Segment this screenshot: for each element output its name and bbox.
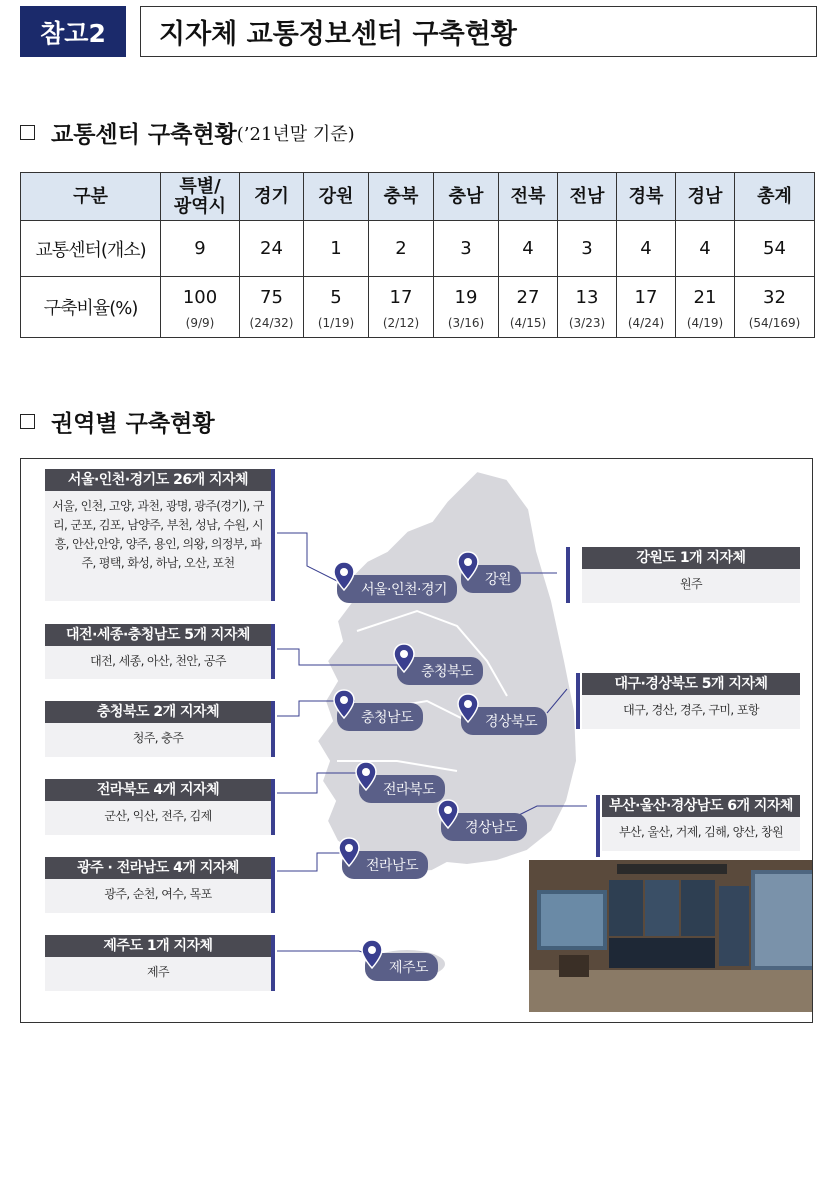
table-cell <box>240 277 304 338</box>
table-cell <box>434 277 499 338</box>
table-cell: 4 <box>499 221 558 277</box>
panel-title: 광주 · 전라남도 4개 지자체 <box>45 857 271 879</box>
pin-jeju <box>365 953 438 981</box>
panel-chungbuk <box>45 701 271 757</box>
table-cell: 9 <box>161 221 240 277</box>
table-cell <box>499 277 558 338</box>
table-cell: 3 <box>558 221 617 277</box>
panel-body: 대전, 세종, 아산, 천안, 공주 <box>90 654 226 668</box>
column-header: 구분 <box>21 173 161 221</box>
location-pin-icon <box>437 799 459 829</box>
ratio-fraction: (3/16) <box>447 315 485 330</box>
table-cell <box>617 277 676 338</box>
pin-gangwon <box>461 565 521 593</box>
column-header: 전북 <box>499 173 558 221</box>
panel-title: 충청북도 2개 지자체 <box>45 701 271 723</box>
column-header: 특별/ 광역시 <box>161 173 240 221</box>
pin-label: 경상북도 <box>461 707 547 735</box>
panel-daegu <box>582 673 800 729</box>
table-row-ratio <box>21 277 815 338</box>
ratio-fraction: (3/23) <box>568 315 606 330</box>
table-cell <box>735 277 815 338</box>
ratio-fraction: (1/19) <box>317 315 355 330</box>
checkbox-square-icon <box>20 125 35 140</box>
section-heading-centers <box>20 116 355 149</box>
pin-gyeongbuk <box>461 707 547 735</box>
location-pin-icon <box>333 561 355 591</box>
ratio-fraction: (54/169) <box>748 315 801 330</box>
pin-label: 충청북도 <box>397 657 483 685</box>
table-cell <box>369 277 434 338</box>
ratio-value: 100 <box>182 286 218 308</box>
column-header: 강원 <box>304 173 369 221</box>
panel-title: 강원도 1개 지자체 <box>582 547 800 569</box>
ratio-fraction: (24/32) <box>249 315 294 330</box>
row-label: 교통센터(개소) <box>21 221 161 277</box>
column-header: 총계 <box>735 173 815 221</box>
pin-label: 경상남도 <box>441 813 527 841</box>
page-title: 지자체 교통정보센터 구축현황 <box>140 6 817 57</box>
pin-seoul <box>337 575 457 603</box>
column-header: 충남 <box>434 173 499 221</box>
ratio-fraction: (4/24) <box>627 315 665 330</box>
ratio-value: 5 <box>330 286 342 308</box>
panel-body: 군산, 익산, 전주, 김제 <box>104 809 212 823</box>
ratio-fraction: (9/9) <box>185 315 215 330</box>
traffic-center-photo <box>529 860 813 1012</box>
pin-chungbuk <box>397 657 483 685</box>
ratio-fraction: (2/12) <box>382 315 420 330</box>
panel-body: 서울, 인천, 고양, 과천, 광명, 광주(경기), 구리, 군포, 김포, 남양주, 부천, 성남, 수원, 시흥, 안산,안양, 양주, 용인, 의왕, 의정부, 파주, 평택, 화성, 하남, 오산, 포천 <box>52 499 264 570</box>
section-heading-regions <box>20 405 215 438</box>
pin-label: 서울·인천·경기 <box>337 575 457 603</box>
column-header: 경기 <box>240 173 304 221</box>
checkbox-square-icon <box>20 414 35 429</box>
location-pin-icon <box>338 837 360 867</box>
panel-body: 광주, 순천, 여수, 목포 <box>104 887 212 901</box>
panel-body: 원주 <box>680 577 702 591</box>
panel-title: 제주도 1개 지자체 <box>45 935 271 957</box>
panel-title: 대구·경상북도 5개 지자체 <box>582 673 800 695</box>
section-subtitle: (’21년말 기준) <box>236 123 355 145</box>
column-header: 경남 <box>676 173 735 221</box>
ratio-fraction: (4/19) <box>686 315 724 330</box>
table-cell <box>676 277 735 338</box>
panel-title: 대전·세종·충청남도 5개 지자체 <box>45 624 271 646</box>
panel-title: 전라북도 4개 지자체 <box>45 779 271 801</box>
ratio-value: 75 <box>260 286 283 308</box>
ratio-value: 27 <box>516 286 540 308</box>
control-room-image <box>529 860 813 1012</box>
location-pin-icon <box>393 643 415 673</box>
ratio-value: 32 <box>763 286 786 308</box>
table-row-centers <box>21 221 815 277</box>
pin-label: 제주도 <box>365 953 438 981</box>
panel-body: 청주, 충주 <box>132 731 184 745</box>
section-title: 교통센터 구축현황 <box>51 122 237 148</box>
table-cell: 54 <box>735 221 815 277</box>
ratio-value: 13 <box>575 286 599 308</box>
ratio-value: 19 <box>454 286 478 308</box>
table-cell: 4 <box>617 221 676 277</box>
table-cell <box>304 277 369 338</box>
table-cell <box>558 277 617 338</box>
panel-busan <box>602 795 800 851</box>
ratio-value: 17 <box>634 286 658 308</box>
pin-jeonnam <box>342 851 428 879</box>
location-pin-icon <box>361 939 383 969</box>
center-status-table <box>20 172 815 338</box>
ratio-value: 17 <box>389 286 413 308</box>
panel-seoul <box>45 469 271 601</box>
panel-title: 서울·인천·경기도 26개 지자체 <box>45 469 271 491</box>
table-cell: 4 <box>676 221 735 277</box>
table-cell: 1 <box>304 221 369 277</box>
location-pin-icon <box>355 761 377 791</box>
table-cell <box>161 277 240 338</box>
panel-jeju <box>45 935 271 991</box>
panel-body: 대구, 경산, 경주, 구미, 포항 <box>623 703 759 717</box>
row-label: 구축비율(%) <box>21 277 161 338</box>
pin-label: 전라남도 <box>342 851 428 879</box>
reference-tag: 참고2 <box>20 6 126 57</box>
section-title: 권역별 구축현황 <box>51 411 215 437</box>
panel-daejeon <box>45 624 271 679</box>
panel-jeonnam <box>45 857 271 913</box>
pin-label: 강원 <box>461 565 521 593</box>
ratio-fraction: (4/15) <box>509 315 547 330</box>
location-pin-icon <box>457 693 479 723</box>
column-header: 경북 <box>617 173 676 221</box>
table-cell: 2 <box>369 221 434 277</box>
table-cell: 24 <box>240 221 304 277</box>
table-header-row <box>21 173 815 221</box>
column-header: 전남 <box>558 173 617 221</box>
table-cell: 3 <box>434 221 499 277</box>
regional-map-figure <box>20 458 813 1023</box>
location-pin-icon <box>457 551 479 581</box>
pin-chungnam <box>337 703 423 731</box>
panel-gangwon <box>582 547 800 603</box>
pin-label: 전라북도 <box>359 775 445 803</box>
column-header: 충북 <box>369 173 434 221</box>
ratio-value: 21 <box>693 286 717 308</box>
panel-title: 부산·울산·경상남도 6개 지자체 <box>602 795 800 817</box>
pin-gyeongnam <box>441 813 527 841</box>
panel-body: 제주 <box>147 965 169 979</box>
panel-jeonbuk <box>45 779 271 835</box>
pin-label: 충청남도 <box>337 703 423 731</box>
pin-jeonbuk <box>359 775 445 803</box>
location-pin-icon <box>333 689 355 719</box>
panel-body: 부산, 울산, 거제, 김해, 양산, 창원 <box>618 825 784 839</box>
